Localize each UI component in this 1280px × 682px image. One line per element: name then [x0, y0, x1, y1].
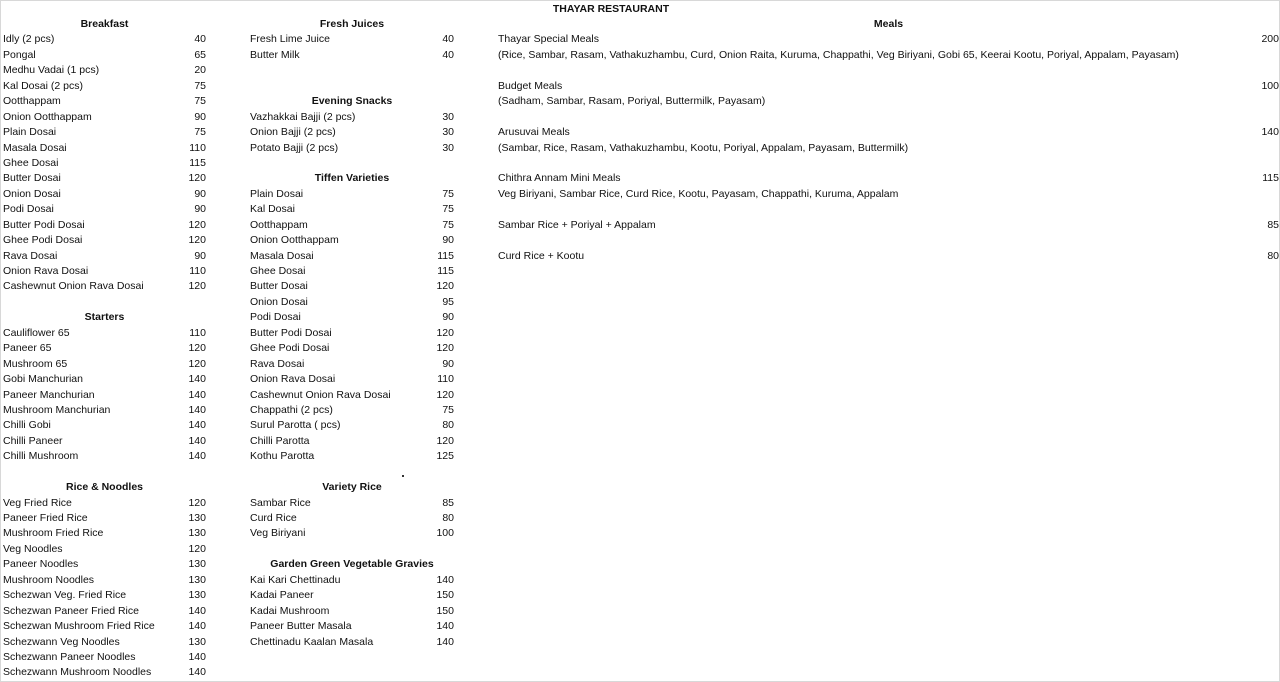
item-price: 150	[436, 589, 454, 602]
item-price: 120	[436, 326, 454, 339]
item-name: Ootthappam	[3, 95, 61, 108]
item-name: Ghee Podi Dosai	[250, 342, 330, 355]
meal-description	[498, 48, 1279, 63]
item-price: 110	[437, 373, 454, 386]
menu-item	[3, 434, 206, 449]
menu-item	[3, 63, 206, 78]
item-name: Curd Rice + Kootu	[498, 249, 585, 262]
restaurant-title: THAYAR RESTAURANT	[552, 3, 670, 15]
item-price: 75	[442, 218, 454, 231]
item-price: 140	[188, 604, 206, 617]
menu-item	[3, 202, 206, 217]
item-name: Paneer Butter Masala	[250, 620, 352, 633]
menu-item	[250, 249, 454, 264]
item-name: Podi Dosai	[3, 203, 54, 216]
item-name: Ghee Dosai	[3, 156, 59, 169]
menu-item	[250, 310, 454, 325]
menu-item	[3, 48, 206, 63]
menu-item	[3, 141, 206, 156]
item-price: 100	[436, 527, 454, 540]
item-price: 75	[442, 403, 454, 416]
item-price: 130	[188, 527, 206, 540]
item-price: 130	[188, 558, 206, 571]
item-price: 140	[188, 419, 206, 432]
menu-item	[498, 79, 1279, 94]
menu-item	[250, 511, 454, 526]
blank-row	[498, 63, 1279, 78]
item-price: 75	[194, 95, 206, 108]
menu-item	[250, 341, 454, 356]
menu-item	[3, 357, 206, 372]
meal-description-text: (Rice, Sambar, Rasam, Vathakuzhambu, Curd, Onion Raita, Kuruma, Chappathi, Veg Biriyani, Gobi 65, Keerai Kootu, Poriyal, Appalam, Payasam)	[498, 48, 1179, 61]
menu-item	[250, 588, 454, 603]
item-name: Ghee Dosai	[250, 265, 306, 277]
menu-item	[3, 604, 206, 619]
item-name: Kal Dosai	[250, 203, 295, 216]
item-name: Butter Dosai	[250, 280, 308, 293]
item-name: Masala Dosai	[3, 141, 67, 154]
menu-item	[250, 48, 454, 63]
item-name: Veg Biriyani	[250, 527, 306, 540]
menu-item	[3, 233, 206, 248]
menu-item	[3, 588, 206, 603]
item-name: Onion Rava Dosai	[250, 373, 336, 386]
item-price: 110	[189, 326, 206, 339]
item-price: 130	[188, 635, 206, 648]
item-name: Schezwann Mushroom Noodles	[3, 666, 152, 679]
item-name: Cashewnut Onion Rava Dosai	[3, 280, 144, 293]
menu-item	[3, 635, 206, 650]
menu-item	[3, 341, 206, 356]
item-price: 30	[442, 126, 454, 139]
item-price: 140	[436, 635, 454, 648]
item-name: Onion Ootthappam	[3, 110, 92, 123]
section-heading: Breakfast	[80, 18, 129, 30]
item-name: Plain Dosai	[250, 187, 304, 200]
item-name: Onion Ootthappam	[250, 234, 339, 247]
item-price: 75	[194, 126, 206, 139]
item-price: 90	[194, 249, 206, 262]
item-name: Curd Rice	[250, 512, 297, 524]
menu-item	[3, 32, 206, 47]
menu-item	[3, 449, 206, 464]
item-price: 140	[188, 666, 206, 679]
menu-item	[3, 249, 206, 264]
item-price: 140	[188, 434, 206, 447]
item-name: Ootthappam	[250, 218, 308, 231]
menu-item	[250, 32, 454, 47]
item-name: Kal Dosai (2 pcs)	[3, 79, 83, 92]
section-heading: Garden Green Vegetable Gravies	[270, 558, 434, 571]
item-name: Chilli Paneer	[3, 434, 63, 447]
blank-row	[250, 156, 454, 171]
item-price: 120	[188, 234, 206, 247]
item-name: Chappathi (2 pcs)	[250, 403, 333, 416]
menu-item	[3, 218, 206, 233]
blank-row	[3, 295, 206, 310]
blank-row	[498, 156, 1279, 171]
item-name: Cauliflower 65	[3, 326, 70, 339]
menu-item	[498, 32, 1279, 47]
item-name: Kadai Paneer	[250, 589, 314, 602]
menu-item	[3, 79, 206, 94]
item-name: Butter Podi Dosai	[250, 326, 332, 339]
item-price: 90	[194, 110, 206, 123]
menu-item	[250, 326, 454, 341]
item-price: 115	[189, 156, 206, 169]
item-price: 80	[442, 512, 454, 524]
item-price: 40	[442, 48, 454, 61]
item-name: Veg Noodles	[3, 542, 63, 555]
item-name: Veg Fried Rice	[3, 496, 72, 509]
meal-description-text: (Sadham, Sambar, Rasam, Poriyal, Buttermilk, Payasam)	[498, 95, 766, 108]
item-price: 120	[188, 542, 206, 555]
item-name: Butter Podi Dosai	[3, 218, 85, 231]
menu-item	[250, 233, 454, 248]
item-price: 20	[194, 64, 206, 77]
item-name: Paneer Noodles	[3, 558, 79, 571]
item-price: 140	[188, 650, 206, 663]
blank-row	[3, 465, 206, 480]
item-price: 120	[188, 172, 206, 185]
blank-row	[498, 202, 1279, 217]
item-price: 65	[194, 48, 206, 61]
item-name: Rava Dosai	[250, 357, 305, 370]
menu-column-left	[3, 17, 206, 681]
item-name: Chilli Parotta	[250, 434, 310, 447]
section-heading: Starters	[84, 311, 125, 324]
blank-row	[250, 79, 454, 94]
item-price: 90	[442, 234, 454, 247]
menu-item	[250, 449, 454, 464]
blank-row	[250, 63, 454, 78]
menu-item	[250, 295, 454, 310]
section-heading: Rice & Noodles	[65, 481, 144, 494]
menu-item	[3, 187, 206, 202]
section-heading: Evening Snacks	[311, 95, 393, 108]
item-name: Butter Milk	[250, 48, 300, 61]
item-price: 200	[1261, 33, 1279, 46]
item-price: 100	[1261, 79, 1279, 92]
item-price: 130	[188, 512, 206, 524]
section-heading: Tiffen Varieties	[314, 172, 390, 185]
blank-row	[250, 465, 454, 480]
menu-item	[3, 511, 206, 526]
item-price: 125	[436, 450, 454, 463]
item-name: Onion Dosai	[250, 295, 308, 308]
item-name: Arusuvai Meals	[498, 126, 570, 139]
meal-description	[498, 187, 1279, 202]
item-price: 110	[189, 141, 206, 154]
menu-item	[250, 526, 454, 541]
item-name: Medhu Vadai (1 pcs)	[3, 64, 100, 77]
item-name: Idly (2 pcs)	[3, 33, 55, 46]
item-name: Mushroom 65	[3, 357, 68, 370]
meal-description	[498, 94, 1279, 109]
menu-item	[250, 218, 454, 233]
item-price: 140	[436, 573, 454, 586]
menu-item	[3, 326, 206, 341]
menu-item	[250, 434, 454, 449]
item-price: 90	[194, 203, 206, 216]
item-name: Paneer Manchurian	[3, 388, 95, 401]
menu-item	[250, 187, 454, 202]
item-name: Paneer 65	[3, 342, 52, 355]
meal-description-text: (Sambar, Rice, Rasam, Vathakuzhambu, Kootu, Poriyal, Appalam, Payasam, Buttermilk)	[498, 141, 909, 154]
menu-item	[250, 202, 454, 217]
item-name: Schezwan Mushroom Fried Rice	[3, 620, 155, 633]
menu-item	[498, 125, 1279, 140]
item-price: 115	[437, 265, 454, 277]
item-price: 30	[442, 110, 454, 123]
blank-row	[498, 110, 1279, 125]
stray-dot	[402, 475, 404, 477]
item-price: 115	[1262, 172, 1279, 185]
item-price: 95	[442, 295, 454, 308]
blank-row	[250, 542, 454, 557]
item-price: 40	[442, 33, 454, 46]
menu-item	[3, 279, 206, 294]
menu-item	[250, 403, 454, 418]
section-heading: Variety Rice	[322, 481, 382, 494]
meal-description-text: Veg Biriyani, Sambar Rice, Curd Rice, Kootu, Payasam, Chappathi, Kuruma, Appalam	[498, 187, 899, 200]
item-name: Vazhakkai Bajji (2 pcs)	[250, 110, 356, 123]
item-name: Kadai Mushroom	[250, 604, 330, 617]
menu-item	[250, 125, 454, 140]
menu-item	[3, 110, 206, 125]
menu-item	[250, 357, 454, 372]
item-name: Chithra Annam Mini Meals	[498, 172, 621, 185]
item-price: 40	[194, 33, 206, 46]
item-name: Mushroom Manchurian	[3, 403, 111, 416]
item-name: Masala Dosai	[250, 249, 314, 262]
item-name: Budget Meals	[498, 79, 563, 92]
item-price: 110	[189, 265, 206, 277]
item-name: Surul Parotta ( pcs)	[250, 419, 341, 432]
item-price: 120	[436, 342, 454, 355]
menu-column-middle	[250, 17, 454, 650]
item-name: Onion Bajji (2 pcs)	[250, 126, 336, 139]
item-price: 90	[194, 187, 206, 200]
menu-item	[498, 171, 1279, 186]
item-name: Potato Bajji (2 pcs)	[250, 141, 339, 154]
menu-item	[3, 94, 206, 109]
item-name: Sambar Rice	[250, 496, 311, 509]
menu-item	[3, 573, 206, 588]
menu-item	[3, 372, 206, 387]
menu-item	[498, 218, 1279, 233]
item-price: 120	[188, 342, 206, 355]
item-price: 150	[436, 604, 454, 617]
item-price: 120	[188, 280, 206, 293]
item-price: 75	[442, 203, 454, 216]
section-heading: Fresh Juices	[319, 18, 385, 30]
menu-item	[3, 650, 206, 665]
menu-item	[250, 264, 454, 279]
item-price: 140	[436, 620, 454, 633]
item-name: Chilli Gobi	[3, 419, 51, 432]
item-price: 140	[188, 450, 206, 463]
menu-item	[250, 573, 454, 588]
item-price: 130	[188, 573, 206, 586]
menu-item	[250, 418, 454, 433]
item-name: Schezwann Veg Noodles	[3, 635, 120, 648]
item-price: 90	[442, 311, 454, 324]
menu-column-meals	[498, 17, 1279, 264]
item-price: 120	[436, 434, 454, 447]
menu-item	[250, 635, 454, 650]
menu-item	[250, 619, 454, 634]
menu-item	[250, 388, 454, 403]
item-name: Chettinadu Kaalan Masala	[250, 635, 374, 648]
menu-item	[3, 264, 206, 279]
item-name: Gobi Manchurian	[3, 373, 83, 386]
item-price: 120	[436, 280, 454, 293]
item-name: Podi Dosai	[250, 311, 301, 324]
item-price: 80	[442, 419, 454, 432]
menu-item	[498, 249, 1279, 264]
item-name: Mushroom Fried Rice	[3, 527, 104, 540]
item-price: 140	[188, 388, 206, 401]
item-price: 140	[1261, 126, 1279, 139]
blank-row	[498, 233, 1279, 248]
item-name: Onion Dosai	[3, 187, 61, 200]
item-name: Rava Dosai	[3, 249, 58, 262]
menu-item	[250, 279, 454, 294]
item-name: Thayar Special Meals	[498, 33, 599, 46]
item-price: 120	[188, 357, 206, 370]
item-name: Schezwan Paneer Fried Rice	[3, 604, 139, 617]
item-name: Schezwann Paneer Noodles	[3, 650, 136, 663]
item-price: 85	[1267, 218, 1279, 231]
item-price: 140	[188, 403, 206, 416]
item-price: 140	[188, 373, 206, 386]
menu-item	[3, 403, 206, 418]
menu-item	[250, 141, 454, 156]
item-name: Mushroom Noodles	[3, 573, 95, 586]
menu-item	[3, 418, 206, 433]
menu-item	[3, 171, 206, 186]
item-price: 75	[442, 187, 454, 200]
meal-description	[498, 141, 1279, 156]
item-name: Schezwan Veg. Fried Rice	[3, 589, 127, 602]
item-name: Kai Kari Chettinadu	[250, 573, 341, 586]
item-name: Paneer Fried Rice	[3, 512, 88, 524]
item-price: 30	[442, 141, 454, 154]
menu-item	[3, 619, 206, 634]
item-name: Cashewnut Onion Rava Dosai	[250, 388, 391, 401]
menu-item	[250, 496, 454, 511]
item-price: 130	[188, 589, 206, 602]
item-price: 80	[1267, 249, 1279, 262]
item-name: Fresh Lime Juice	[250, 33, 330, 46]
item-price: 120	[436, 388, 454, 401]
menu-item	[250, 372, 454, 387]
menu-item	[3, 156, 206, 171]
item-price: 120	[188, 218, 206, 231]
item-price: 120	[188, 496, 206, 509]
menu-item	[3, 665, 206, 680]
menu-item	[250, 604, 454, 619]
menu-item	[3, 388, 206, 403]
item-price: 115	[437, 249, 454, 262]
item-name: Sambar Rice + Poriyal + Appalam	[498, 218, 656, 231]
item-name: Kothu Parotta	[250, 450, 315, 463]
menu-item	[3, 542, 206, 557]
item-name: Ghee Podi Dosai	[3, 234, 83, 247]
menu-item	[250, 110, 454, 125]
menu-item	[3, 557, 206, 572]
menu-item	[3, 496, 206, 511]
menu-item	[3, 526, 206, 541]
item-name: Onion Rava Dosai	[3, 265, 89, 277]
item-price: 75	[194, 79, 206, 92]
menu-item	[3, 125, 206, 140]
item-name: Plain Dosai	[3, 126, 57, 139]
item-name: Chilli Mushroom	[3, 450, 79, 463]
item-name: Butter Dosai	[3, 172, 61, 185]
item-price: 85	[442, 496, 454, 509]
item-name: Pongal	[3, 48, 36, 61]
item-price: 90	[442, 357, 454, 370]
item-price: 140	[188, 620, 206, 633]
section-heading: Meals	[873, 18, 904, 30]
